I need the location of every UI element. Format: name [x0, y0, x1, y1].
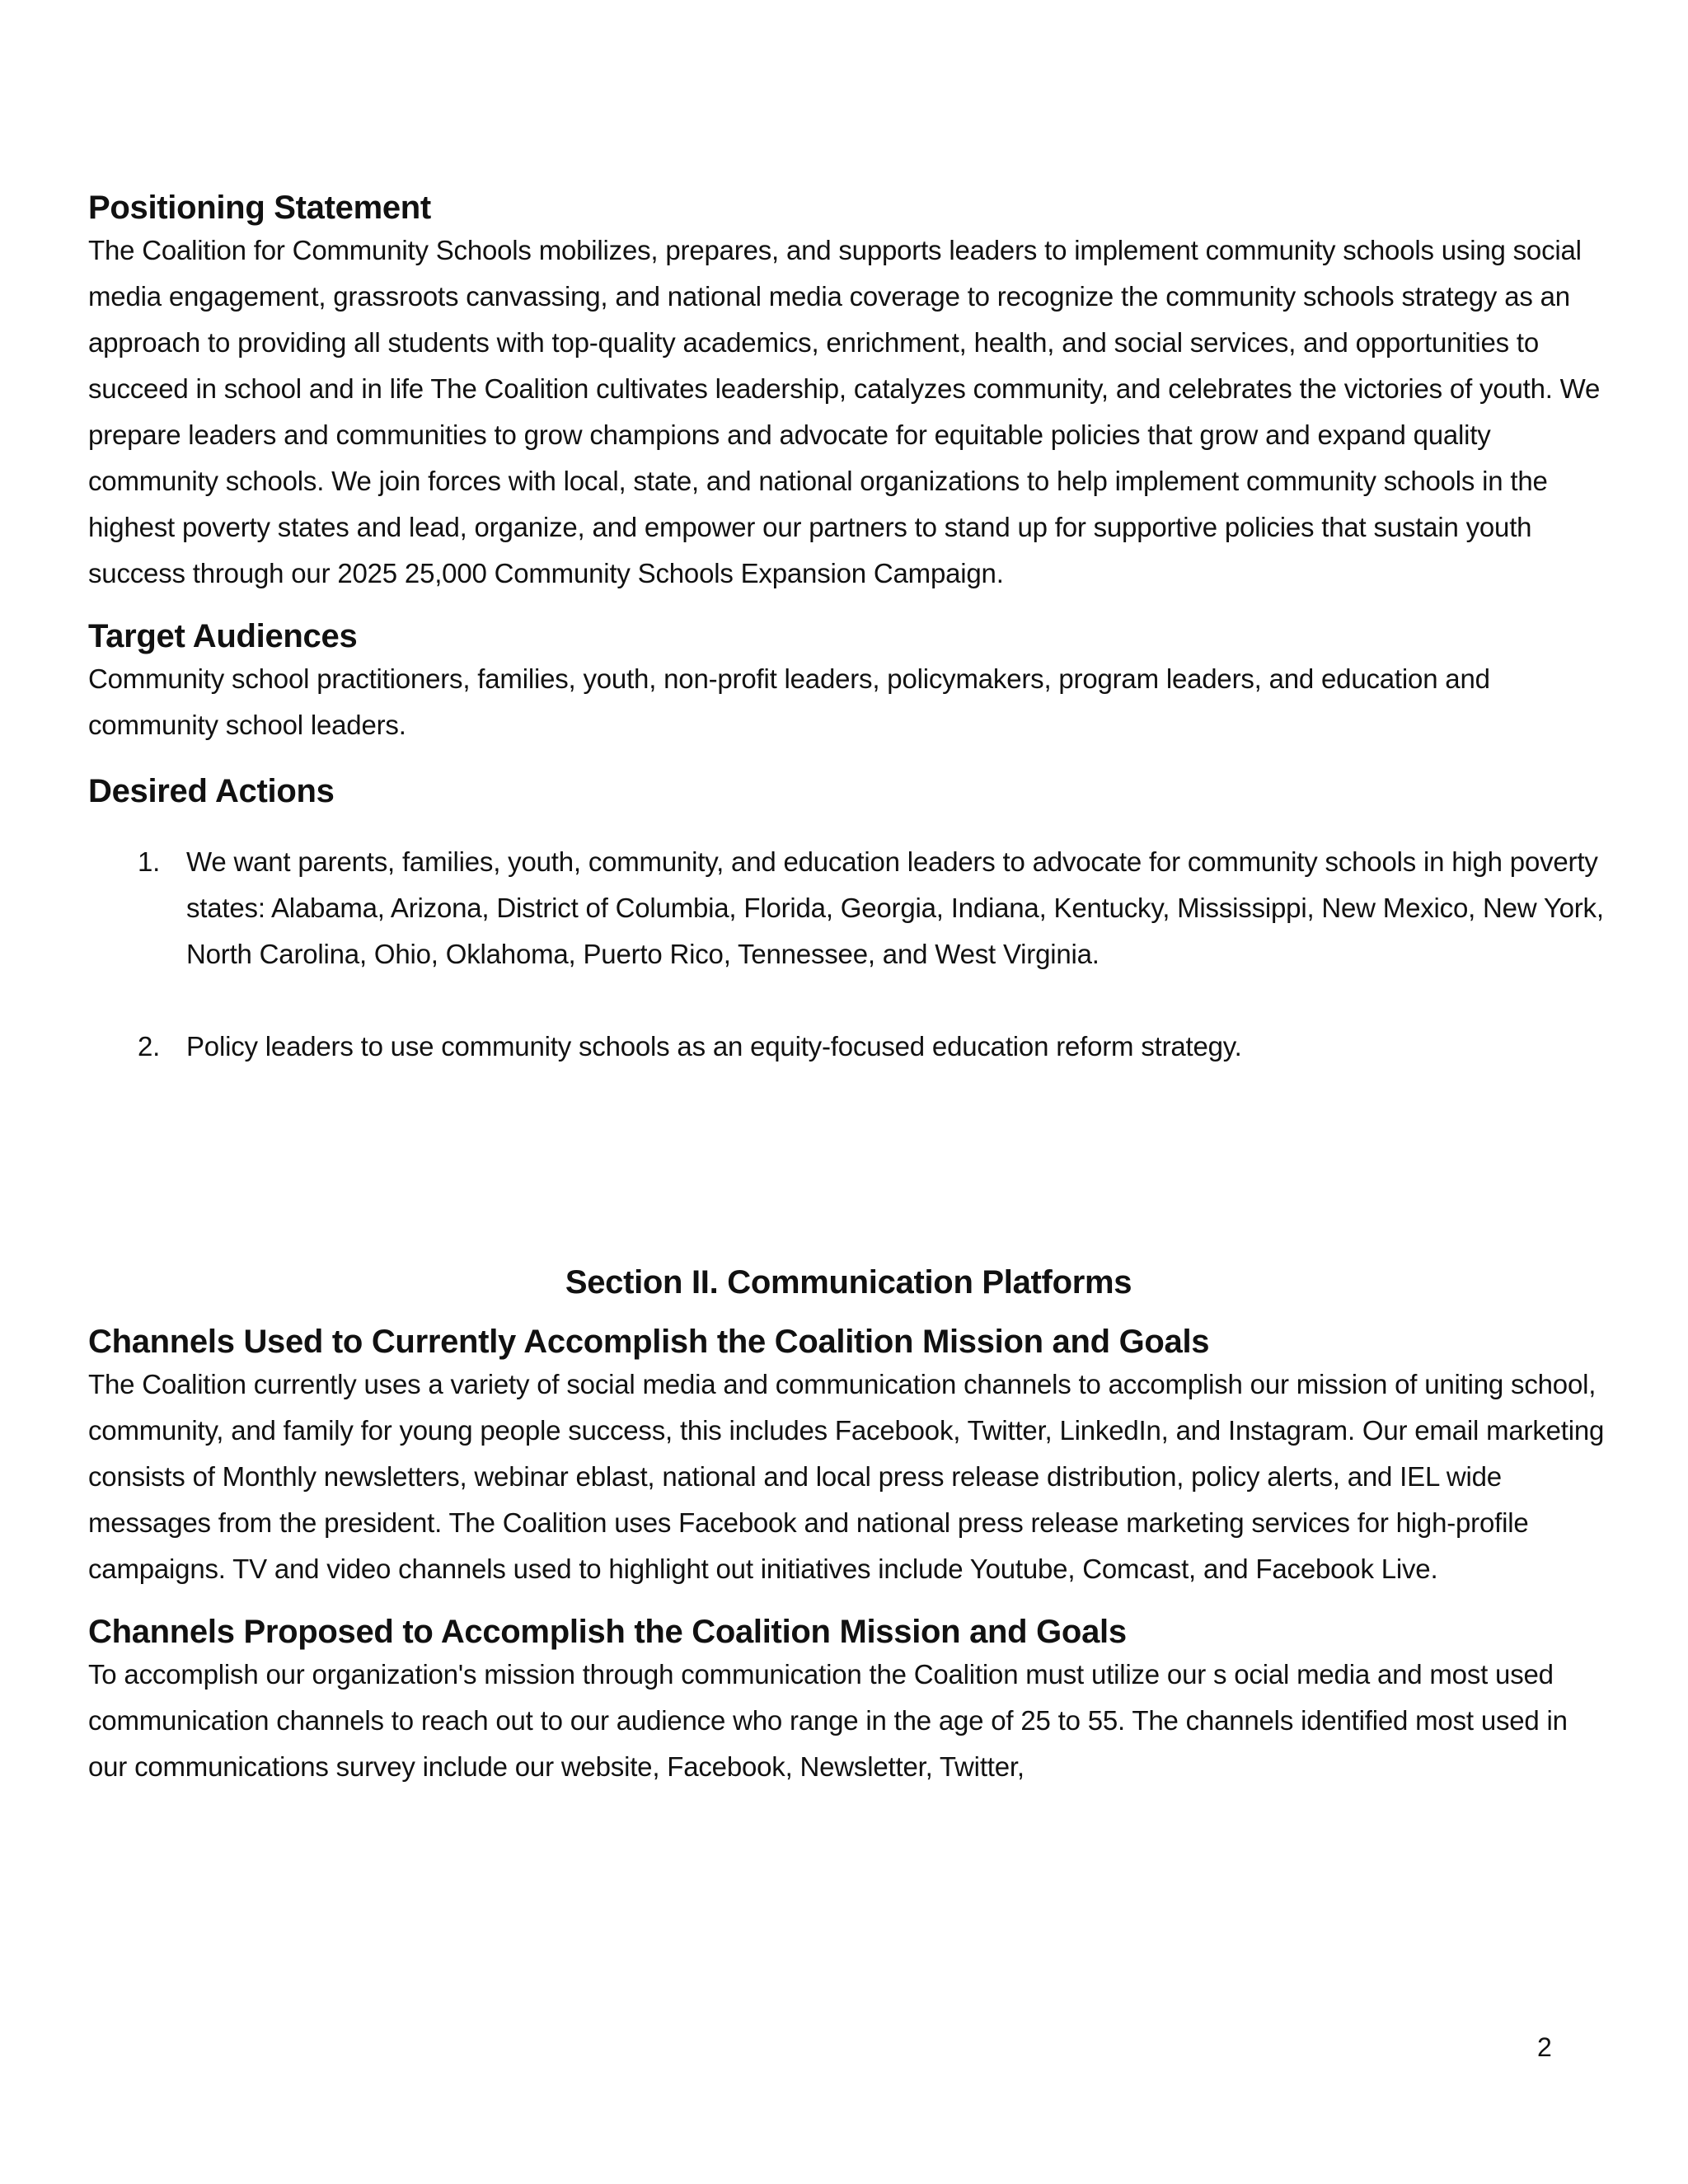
desired-action-text: Policy leaders to use community schools as an equity-focused education reform strategy.: [186, 1031, 1242, 1062]
list-number: 1.: [138, 846, 161, 877]
target-audiences-body: Community school practitioners, families, youth, non-profit leaders, policymakers, program leaders, and education and community school leaders.: [88, 663, 1490, 740]
desired-actions-list: [88, 839, 1609, 1070]
desired-action-item: [88, 839, 1609, 977]
list-number: 2.: [138, 1031, 161, 1062]
channels-current-heading: Channels Used to Currently Accomplish the Coalition Mission and Goals: [88, 1324, 1210, 1360]
page-number: 2: [1537, 2032, 1552, 2062]
target-audiences-heading: Target Audiences: [88, 618, 358, 654]
positioning-statement-heading: Positioning Statement: [88, 190, 431, 226]
section-title: Section II. Communication Platforms: [565, 1264, 1132, 1301]
desired-action-text: We want parents, families, youth, community, and education leaders to advocate for community schools in high poverty states: Alabama, Arizona, District of Columbia, Florida, Georgia, Indiana, Kentucky, Mississippi, New Mexico, New York, North Carolina, Ohio, Oklahoma, Puerto Rico, Tennessee, and West Virginia.: [186, 846, 1604, 969]
channels-proposed-heading: Channels Proposed to Accomplish the Coalition Mission and Goals: [88, 1614, 1127, 1650]
desired-action-item: [88, 1024, 1609, 1070]
channels-proposed-body: To accomplish our organization's mission through communication the Coalition must utilize our s ocial media and most used communication channels to reach out to our audience who range in the age of 25 to 55. The channels identified most used in our communications survey include our website, Facebook, Newsletter, Twitter,: [88, 1659, 1568, 1782]
page-content: [88, 188, 1609, 1790]
positioning-statement-body: The Coalition for Community Schools mobilizes, prepares, and supports leaders to implement community schools using social media engagement, grassroots canvassing, and national media coverage to recognize the community schools strategy as an approach to providing all students with top-quality academics, enrichment, health, and social services, and opportunities to succeed in school and in life The Coalition cultivates leadership, catalyzes community, and celebrates the victories of youth. We prepare leaders and communities to grow champions and advocate for equitable policies that grow and expand quality community schools. We join forces with local, state, and national organizations to help implement community schools in the highest poverty states and lead, organize, and empower our partners to stand up for supportive policies that sustain youth success through our 2025 25,000 Community Schools Expansion Campaign.: [88, 235, 1601, 588]
desired-actions-heading: Desired Actions: [88, 773, 335, 809]
channels-current-body: The Coalition currently uses a variety of social media and communication channels to accomplish our mission of uniting school, community, and family for young people success, this includes Facebook, Twitter, LinkedIn, and Instagram. Our email marketing consists of Monthly newsletters, webinar eblast, national and local press release distribution, policy alerts, and IEL wide messages from the president. The Coalition uses Facebook and national press release marketing services for high-profile campaigns. TV and video channels used to highlight out initiatives include Youtube, Comcast, and Facebook Live.: [88, 1369, 1605, 1584]
